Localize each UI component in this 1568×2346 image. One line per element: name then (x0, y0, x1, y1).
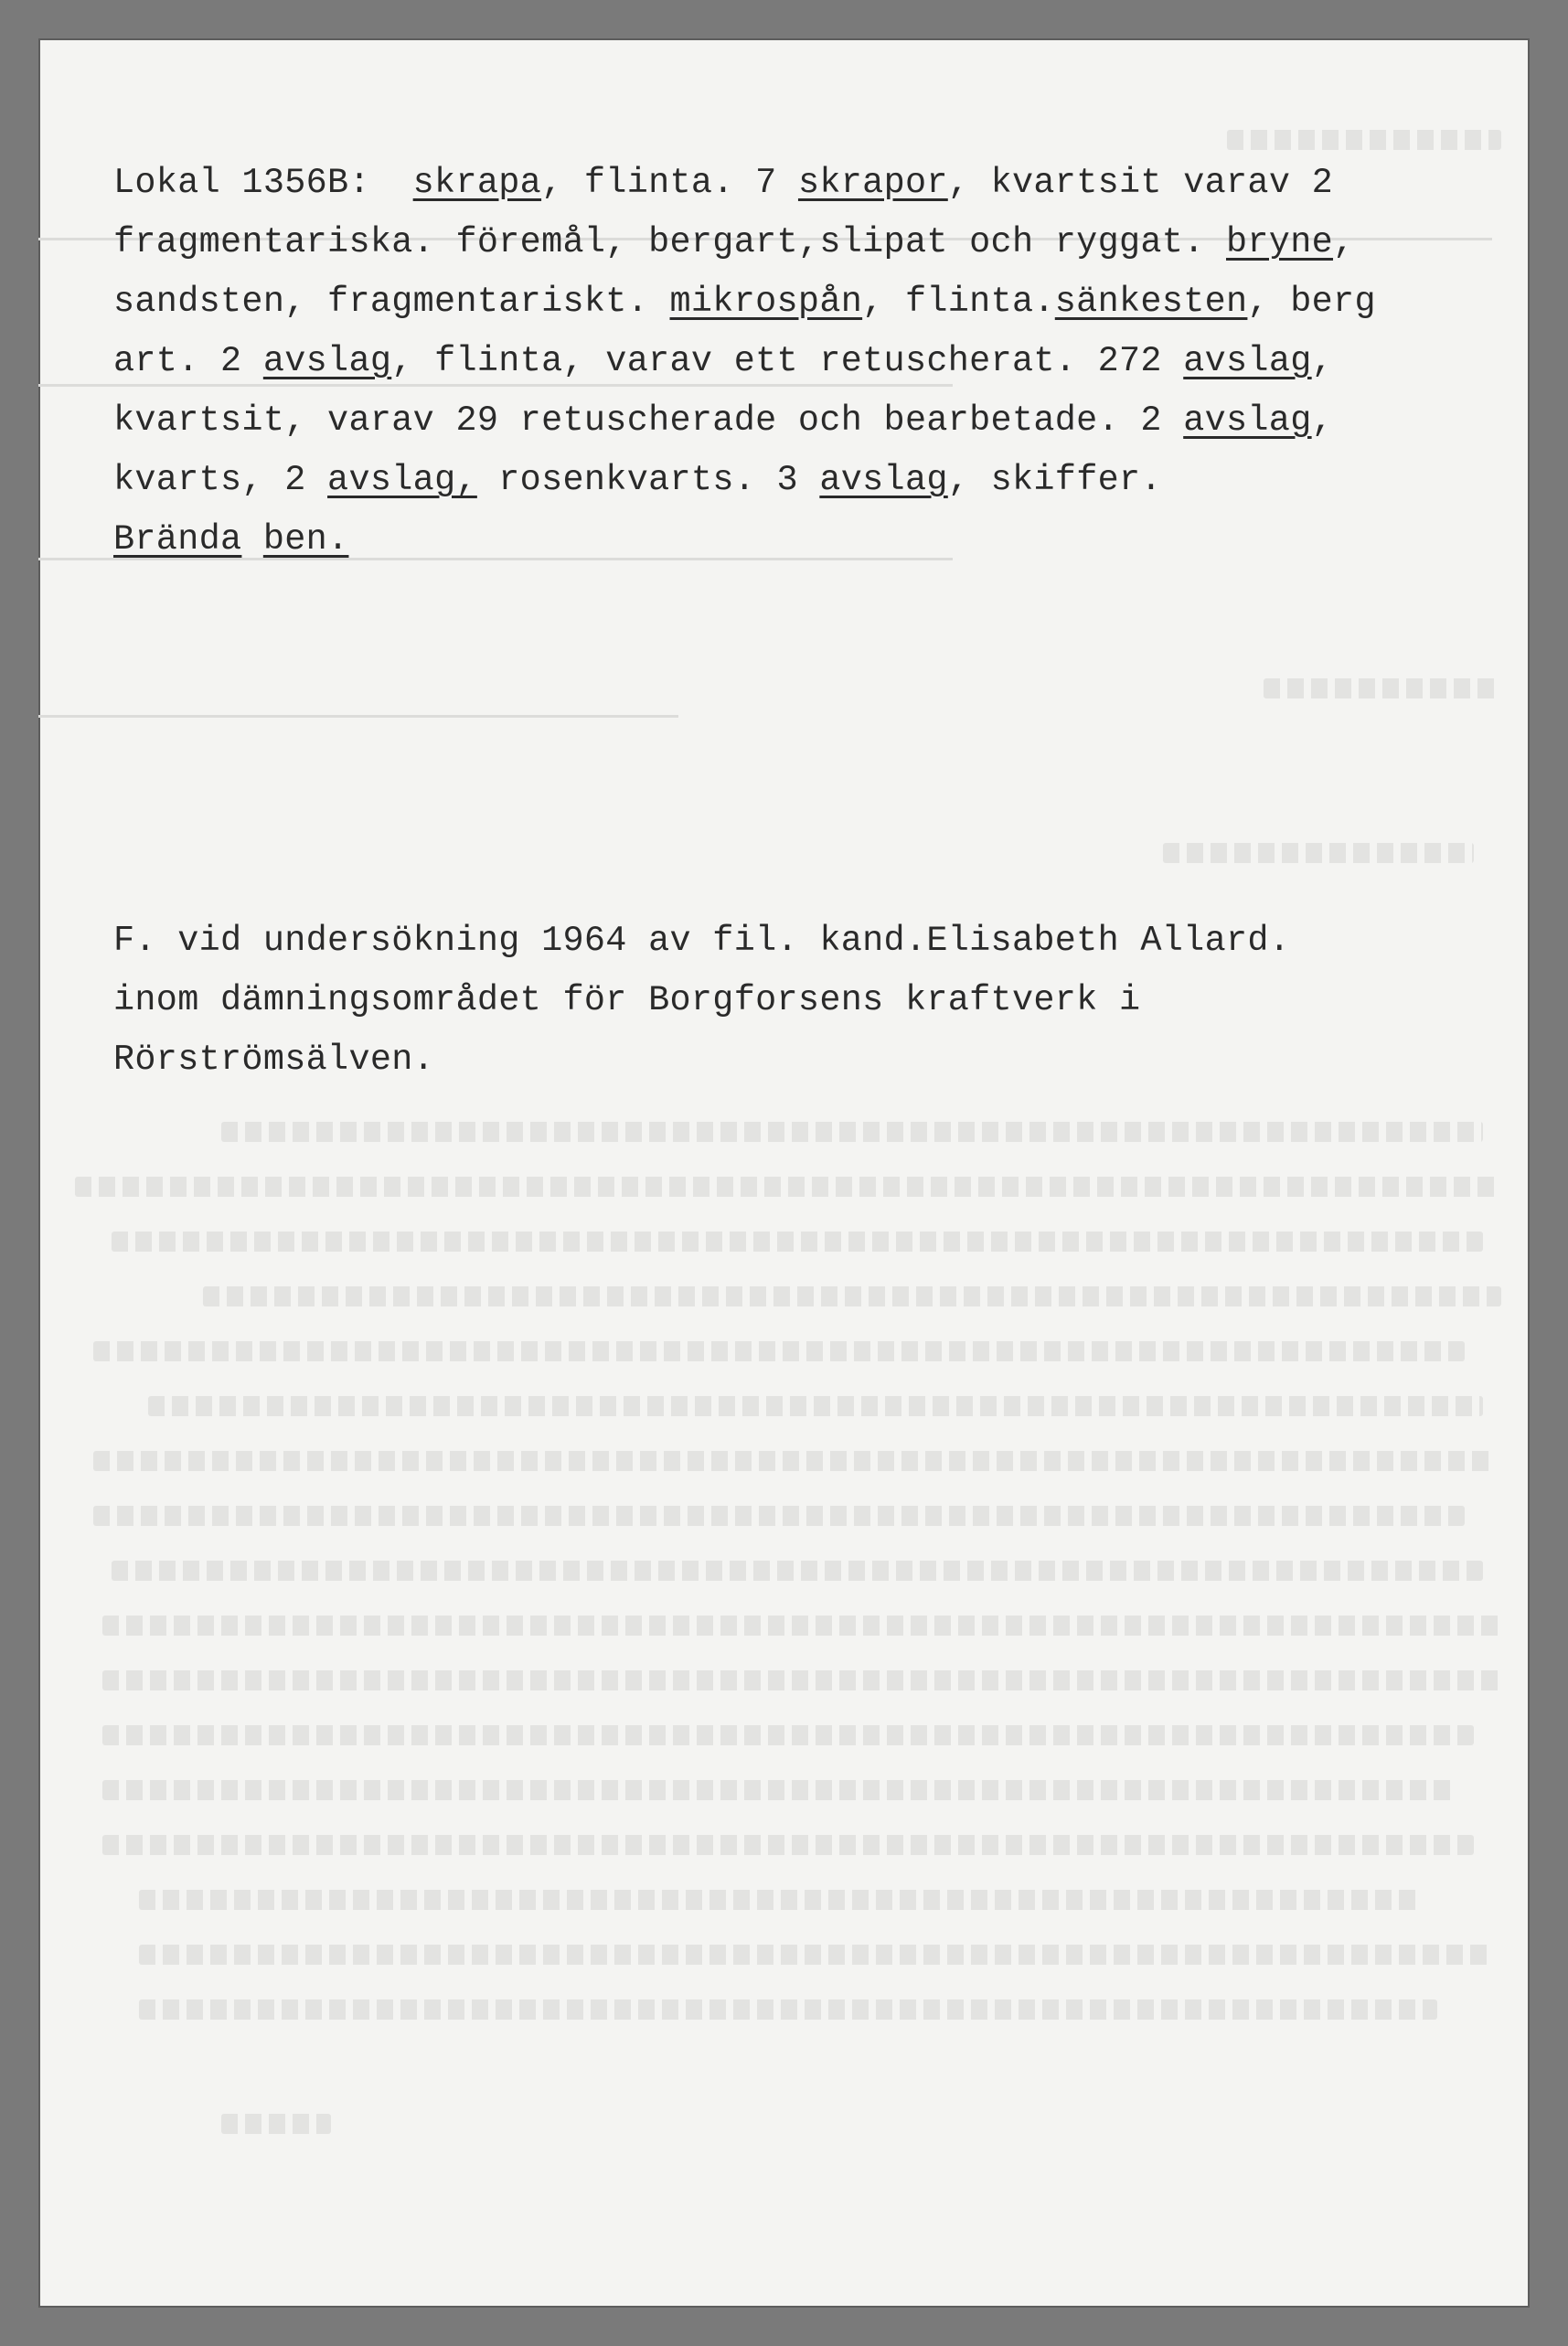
bleed-through-text (139, 1999, 1437, 2020)
text-segment: kvartsit, varav 29 retuscherade och bearbetade. 2 (113, 400, 1184, 441)
origin-line: inom dämningsområdet för Borgforsens kraftverk i (113, 980, 1141, 1020)
text-segment: fragmentariska. föremål, bergart,slipat och ryggat. (113, 222, 1226, 262)
bleed-through-text (102, 1835, 1474, 1855)
underlined-term: avslag (262, 341, 392, 381)
bleed-through-text (1264, 678, 1501, 698)
bleed-through-text (102, 1670, 1501, 1690)
text-segment: , (1311, 341, 1334, 381)
bleed-through-text (203, 1286, 1501, 1306)
bleed-through-text (139, 1945, 1492, 1965)
find-line (113, 154, 1521, 213)
bleed-through-text (221, 2114, 331, 2134)
underlined-term: bryne (1226, 222, 1334, 262)
find-description (113, 154, 1521, 570)
find-line (113, 213, 1521, 272)
text-segment: , kvartsit varav 2 (947, 163, 1334, 203)
find-line (113, 391, 1521, 451)
underlined-term: avslag (1183, 341, 1312, 381)
text-segment: , flinta, varav ett retuscherat. 272 (391, 341, 1184, 381)
find-line (113, 451, 1521, 510)
text-segment (241, 519, 262, 560)
text-segment: art. 2 (113, 341, 263, 381)
find-line (113, 510, 1521, 570)
underlined-term: avslag, (327, 460, 477, 500)
bleed-through-text (1227, 130, 1501, 150)
underlined-term: sänkesten (1054, 282, 1248, 322)
bleed-through-text (139, 1890, 1419, 1910)
bleed-through-text (148, 1396, 1483, 1416)
text-segment: , (1311, 400, 1334, 441)
find-line (113, 332, 1521, 391)
text-segment: rosenkvarts. 3 (476, 460, 820, 500)
bleed-through-text (102, 1780, 1456, 1800)
bleed-through-rule (38, 715, 678, 718)
underlined-term: avslag (819, 460, 948, 500)
text-segment: , flinta. (862, 282, 1055, 322)
bleed-through-text (93, 1341, 1465, 1361)
find-line (113, 272, 1521, 332)
text-segment: sandsten, fragmentariskt. (113, 282, 670, 322)
text-segment: , berg (1247, 282, 1376, 322)
find-origin (113, 912, 1467, 1090)
text-segment: kvarts, 2 (113, 460, 328, 500)
bleed-through-text (221, 1122, 1483, 1142)
bleed-through-text (93, 1451, 1492, 1471)
text-segment: , flinta. 7 (541, 163, 798, 203)
underlined-term: mikrospån (669, 282, 863, 322)
underlined-term: Brända (113, 519, 242, 560)
origin-line: Rörströmsälven. (113, 1040, 435, 1080)
bleed-through-text (1163, 843, 1474, 863)
bleed-through-text (102, 1725, 1474, 1745)
underlined-term: skrapor (797, 163, 948, 203)
bleed-through-text (102, 1616, 1501, 1636)
bleed-through-text (112, 1561, 1483, 1581)
underlined-term: avslag (1183, 400, 1312, 441)
origin-line: F. vid undersökning 1964 av fil. kand.Elisabeth Allard. (113, 921, 1291, 961)
bleed-through-text (75, 1177, 1501, 1197)
text-segment: , skiffer. (947, 460, 1162, 500)
text-segment: Lokal 1356B: (113, 163, 413, 203)
text-segment: , (1333, 222, 1355, 262)
underlined-term: skrapa (412, 163, 542, 203)
underlined-term: ben. (262, 519, 349, 560)
bleed-through-text (112, 1232, 1483, 1252)
bleed-through-text (93, 1506, 1465, 1526)
